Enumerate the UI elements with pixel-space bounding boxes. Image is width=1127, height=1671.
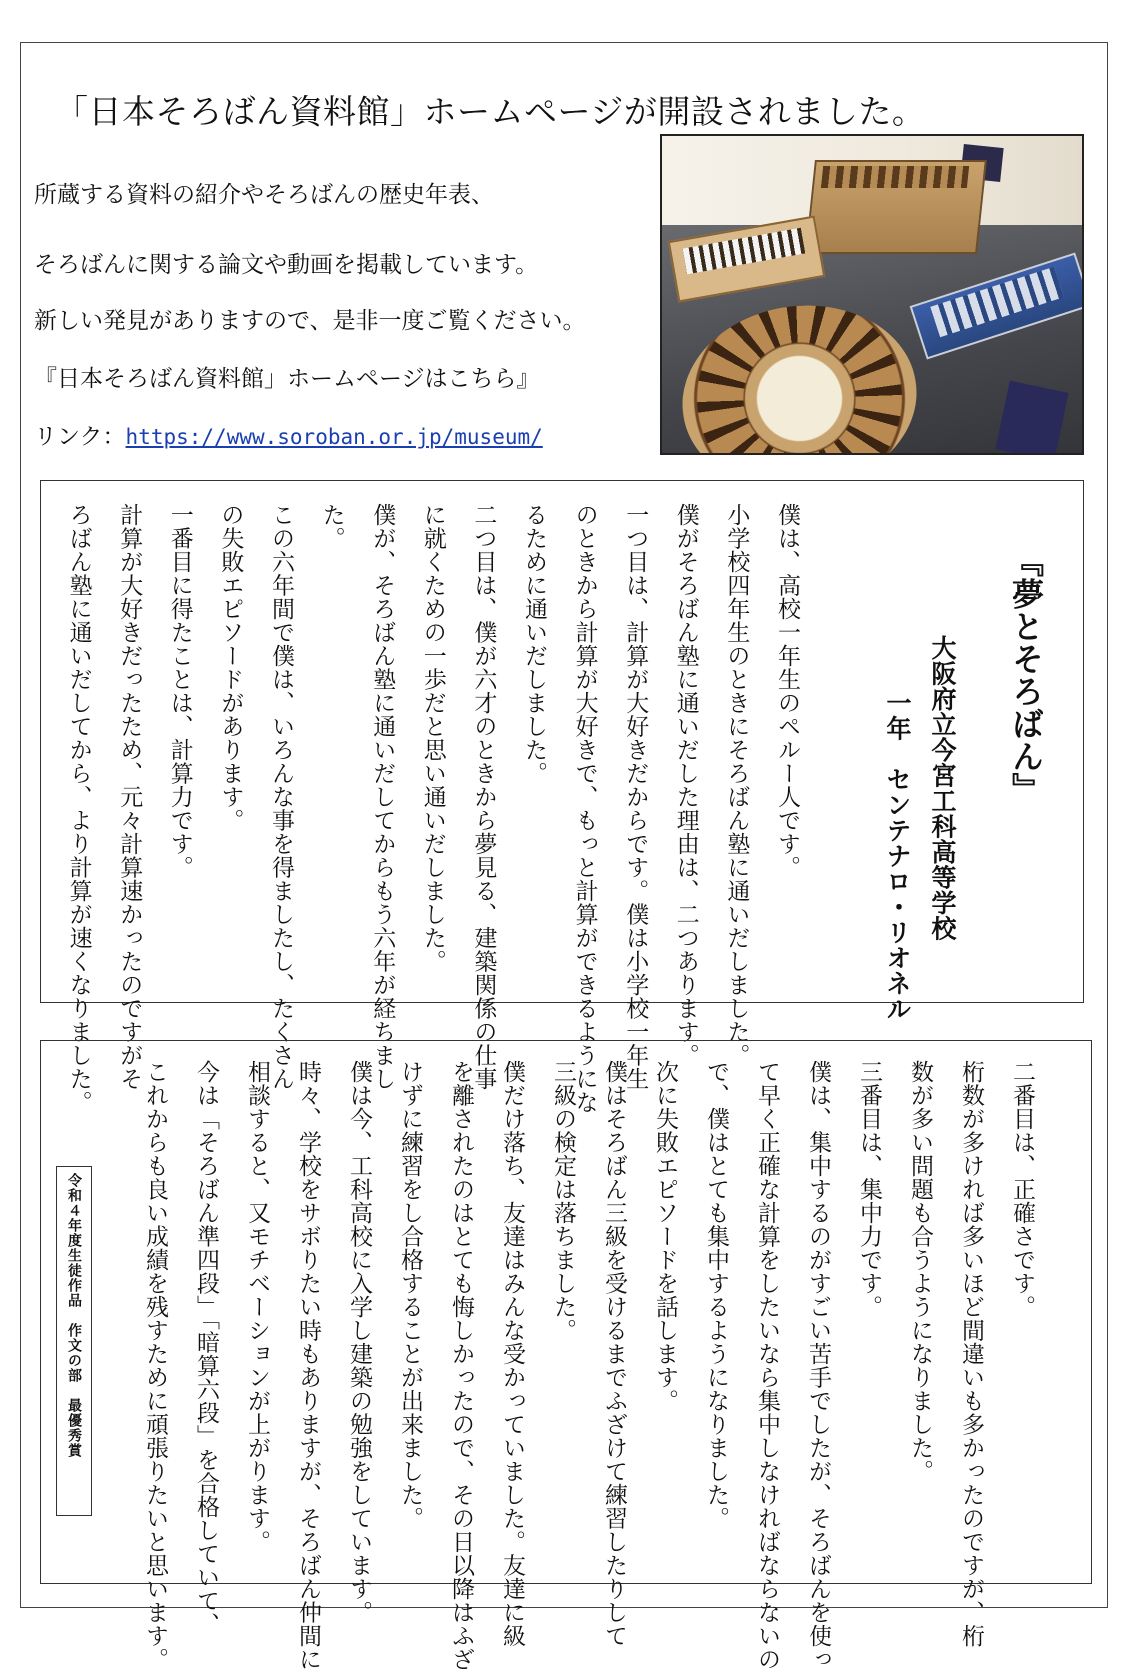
link-label: リンク：	[34, 424, 126, 450]
intro-line-3: 新しい発見がありますので、是非一度ご覧ください。	[34, 308, 586, 334]
essay-line: た。	[318, 503, 345, 550]
museum-link[interactable]: https://www.soroban.or.jp/museum/	[125, 425, 543, 449]
essay-line: に就くための一歩だと思い通いだしました。	[419, 503, 446, 973]
essay-line: の失敗エピソードがあります。	[217, 503, 244, 832]
essay-line: 二番目は、正確さです。	[1009, 1060, 1035, 1319]
essay-line: 僕が、そろばん塾に通いだしてからもう六年が経ちまし	[369, 503, 396, 1091]
essay-line: けずに練習をし合格することが出来ました。	[397, 1060, 423, 1530]
essay-line: 一つ目は、計算が大好きだからです。僕は小学校一年生	[622, 503, 649, 1091]
essay-line: 相談すると、又モチベーションが上がります。	[244, 1060, 270, 1554]
essay-line: 僕がそろばん塾に通いだした理由は、二つあります。	[672, 503, 699, 1067]
essay-line: 桁数が多ければ多いほど間違いも多かったのですが、桁	[958, 1060, 984, 1648]
essay-line: て早く正確な計算をしたいなら集中しなければならないの	[754, 1060, 780, 1671]
essay-line: 三級の検定は落ちました。	[550, 1060, 576, 1342]
intro-line-4: 『日本そろばん資料館」ホームページはこちら』	[34, 366, 540, 392]
abacus-museum-photo	[660, 134, 1084, 455]
essay-line: ろばん塾に通いだしてから、より計算が速くなりました。	[65, 503, 92, 1114]
essay-line: 一番目に得たことは、計算力です。	[166, 503, 193, 879]
school-name: 大阪府立今宮工科高等学校	[928, 635, 957, 941]
intro-line-1: 所蔵する資料の紹介やそろばんの歴史年表、	[34, 182, 494, 208]
essay-line: 次に失敗エピソードを話します。	[652, 1060, 678, 1413]
essay-line: 二つ目は、僕が六才のときから夢見る、建築関係の仕事	[470, 503, 497, 1091]
essay-line: これからも良い成績を残すために頑張りたいと思います。	[142, 1060, 168, 1671]
link-row	[34, 418, 543, 451]
essay-line: 僕は今、工科高校に入学し建築の勉強をしています。	[346, 1060, 372, 1624]
essay-line: 僕は、集中するのがすごい苦手でしたが、そろばんを使っ	[805, 1060, 831, 1671]
essay-line: るために通いだしました。	[521, 503, 547, 785]
author-name: 一年 センテナロ・リオネル	[883, 690, 912, 1022]
essay-title: 『夢とそろばん』	[1007, 545, 1045, 805]
intro-line-2: そろばんに関する論文や動画を掲載しています。	[34, 252, 539, 278]
essay-line: 数が多い問題も合うようになりました。	[907, 1060, 933, 1483]
essay-line: 計算が大好きだったため、元々計算速かったのですがそ	[116, 503, 143, 1091]
essay-line: 今は「そろばん準四段」「暗算六段」を合格していて、	[193, 1060, 219, 1636]
essay-line: 僕はそろばん三級を受けるまでふざけて練習したりして	[601, 1060, 627, 1648]
essay-line: 僕は、高校一年生のペルー人です。	[774, 503, 800, 879]
essay-line: 僕だけ落ち、友達はみんな受かっていました。友達に級	[499, 1060, 525, 1648]
essay-line: この六年間で僕は、いろんな事を得ましたし、たくさん	[268, 503, 294, 1091]
essay-line: のときから計算が大好きで、もっと計算ができるようにな	[571, 503, 598, 1114]
announcement-headline: 「日本そろばん資料館」ホームページが開設されました。	[55, 92, 926, 131]
award-label	[56, 1166, 92, 1516]
essay-line: 時々、学校をサボりたい時もありますが、そろばん仲間に	[295, 1060, 321, 1671]
award-text: 令和４年度生徒作品 作文の部 最優秀賞	[66, 1173, 82, 1458]
essay-line: 小学校四年生のときにそろばん塾に通いだしました。	[723, 503, 750, 1067]
essay-line: 三番目は、集中力です。	[856, 1060, 882, 1319]
essay-line: で、僕はとても集中するようになりました。	[703, 1060, 729, 1530]
essay-line: を離されたのはとても悔しかったので、その日以降はふざ	[448, 1060, 474, 1671]
